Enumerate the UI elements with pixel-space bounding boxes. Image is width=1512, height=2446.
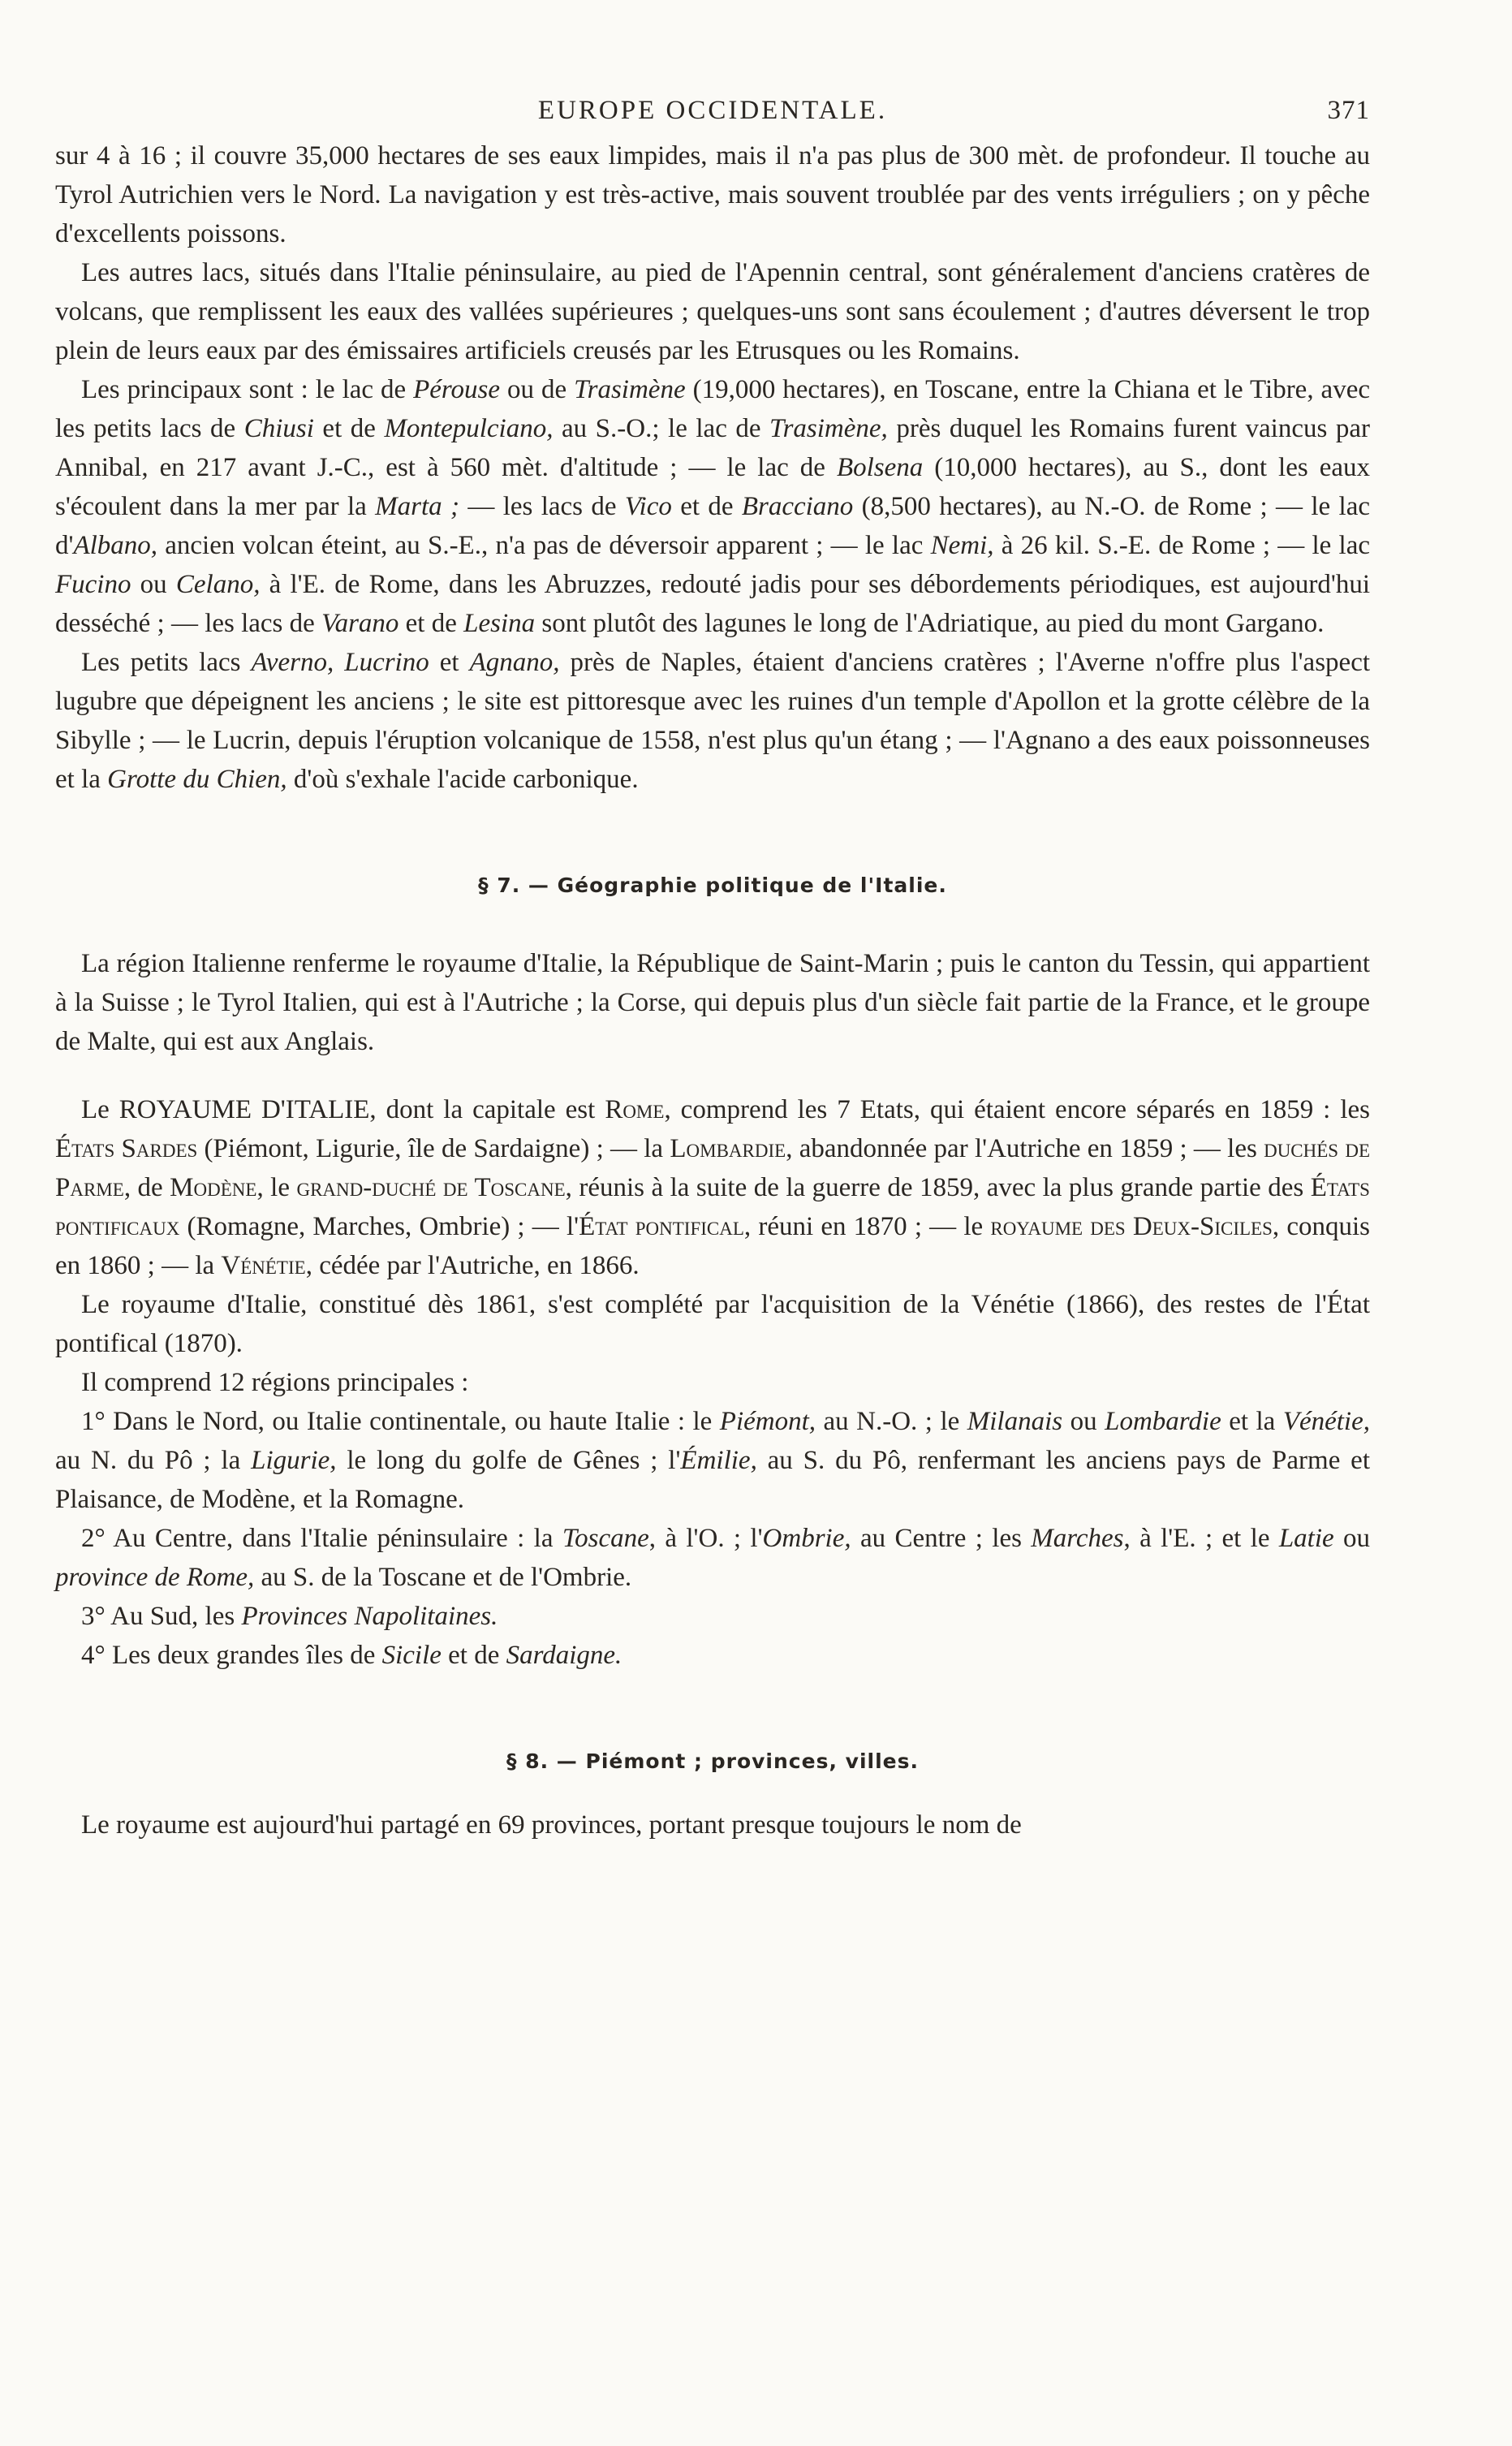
list-item-centre: 2° Au Centre, dans l'Italie péninsulaire : la Toscane, à l'O. ; l'Ombrie, au Centre ; les Marches, à l'E. ; et le Latie ou province de Rome, au S. de la Toscane et de l'Ombrie. <box>55 1524 1370 1592</box>
list-item-north: 1° Dans le Nord, ou Italie continentale, ou haute Italie : le Piémont, au N.-O. ; le Milanais ou Lombardie et la Vénétie, au N. du Pô ; la Ligurie, le long du golfe de Gênes ; l'Émilie, au S. du Pô, renfermant les anciens pays de Parme et Plaisance, de Modène, et la Romagne. <box>55 1407 1370 1514</box>
paragraph-kingdom-of-italy: Le ROYAUME D'ITALIE, dont la capitale est Rome, comprend les 7 Etats, qui étaient encore séparés en 1859 : les États Sardes (Piémont, Ligurie, île de Sardaigne) ; — la Lombardie, abandonnée par l'Autriche en 1859 ; — les duchés de Parme, de Modène, le grand-duché de Toscane, réunis à la suite de la guerre de 1859, avec la plus grande partie des États pontificaux (Romagne, Marches, Ombrie) ; — l'État pontifical, réuni en 1870 ; — le royaume des Deux-Siciles, conquis en 1860 ; — la Vénétie, cédée par l'Autriche, en 1866. <box>55 1095 1371 1280</box>
book-page <box>55 88 1370 1844</box>
paragraph-principal-lakes: Les principaux sont : le lac de Pérouse ou de Trasimène (19,000 hectares), en Toscane, entre la Chiana et le Tibre, avec les petits lacs de Chiusi et de Montepulciano, au S.-O.; le lac de Trasimène, près duquel les Romains furent vaincus par Annibal, en 217 avant J.-C., est à 560 mèt. d'altitude ; — le lac de Bolsena (10,000 hectares), au S., dont les eaux s'écoulent dans la mer par la Marta ; — les lacs de Vico et de Bracciano (8,500 hectares), au N.-O. de Rome ; — le lac d'Albano, ancien volcan éteint, au S.-E., n'a pas de déversoir apparent ; — le lac Nemi, à 26 kil. S.-E. de Rome ; — le lac Fucino ou Celano, à l'E. de Rome, dans les Abruzzes, redouté jadis pour ses débordements périodiques, est aujourd'hui desséché ; — les lacs de Varano et de Lesina sont plutôt des lagunes le long de l'Adriatique, au pied du mont Gargano. <box>55 375 1371 638</box>
paragraph-small-lakes: Les petits lacs Averno, Lucrino et Agnano, près de Naples, étaient d'anciens cratères ; l'Averne n'offre plus l'aspect lugubre que dépeignent les anciens ; le site est pittoresque avec les ruines d'un temple d'Apollon et la grotte célèbre de la Sibylle ; — le Lucrin, depuis l'éruption volcanique de 1558, n'est plus qu'un étang ; — l'Agnano a des eaux poissonneuses et la Grotte du Chien, d'où s'exhale l'acide carbonique. <box>55 648 1371 794</box>
paragraph-garda-continued: sur 4 à 16 ; il couvre 35,000 hectares de ses eaux limpides, mais il n'a pas plus de 300 mèt. de profondeur. Il touche au Tyrol Autrichien vers le Nord. La navigation y est très-active, mais souvent troublée par des vents irréguliers ; on y pêche d'excellents poissons. <box>55 141 1370 248</box>
running-header <box>55 88 1370 136</box>
paragraph-italian-region: La région Italienne renferme le royaume d'Italie, la République de Saint-Marin ; puis le canton du Tessin, qui appartient à la Suisse ; le Tyrol Italien, qui est à l'Autriche ; la Corse, qui depuis plus d'un siècle fait partie de la France, et le groupe de Malte, qui est aux Anglais. <box>55 949 1370 1056</box>
section-7-title: § 7. — Géographie politique de l'Italie. <box>478 874 947 897</box>
list-item-islands: 4° Les deux grandes îles de Sicile et de Sardaigne. <box>81 1641 622 1670</box>
page-number: 371 <box>1327 96 1370 125</box>
section-8-title: § 8. — Piémont ; provinces, villes. <box>506 1749 919 1773</box>
list-item-south: 3° Au Sud, les Provinces Napolitaines. <box>81 1602 498 1631</box>
header-title: EUROPE OCCIDENTALE. <box>537 96 888 125</box>
paragraph-kingdom-constituted: Le royaume d'Italie, constitué dès 1861, s'est complété par l'acquisition de la Vénétie (1866), des restes de l'État pontifical (1870). <box>55 1290 1370 1358</box>
paragraph-provinces: Le royaume est aujourd'hui partagé en 69 provinces, portant presque toujours le nom de <box>81 1810 1022 1840</box>
paragraph-regions-intro: Il comprend 12 régions principales : <box>81 1368 469 1397</box>
paragraph-other-lakes: Les autres lacs, situés dans l'Italie péninsulaire, au pied de l'Apennin central, sont généralement d'anciens cratères de volcans, que remplissent les eaux des vallées supérieures ; quelques-uns sont sans écoulement ; d'autres déversent le trop plein de leurs eaux par des émissaires artificiels creusés par les Etrusques ou les Romains. <box>55 258 1370 365</box>
